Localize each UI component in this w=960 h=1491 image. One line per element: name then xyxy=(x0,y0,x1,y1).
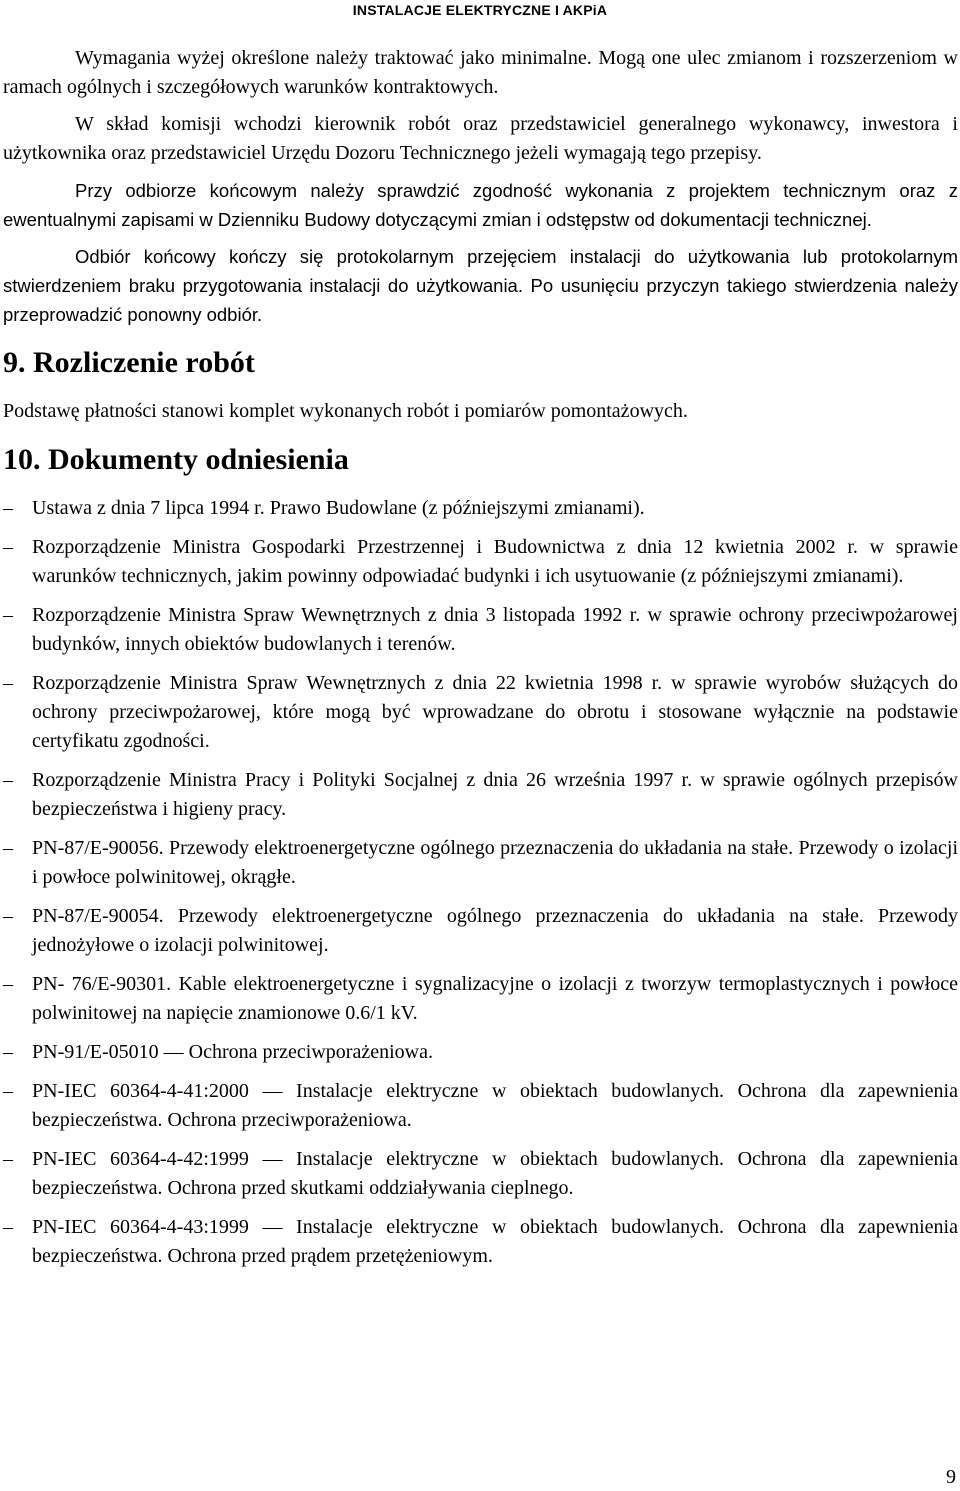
reference-list-item xyxy=(3,970,958,1028)
reference-text: Rozporządzenie Ministra Spraw Wewnętrznych z dnia 3 listopada 1992 r. w sprawie ochrony przeciwpożarowej budynków, innych obiektów budowlanych i terenów. xyxy=(32,604,958,655)
reference-list-item xyxy=(3,669,958,756)
list-dash: – xyxy=(3,973,13,995)
reference-text: PN-IEC 60364-4-42:1999 ― Instalacje elektryczne w obiektach budowlanych. Ochrona dla zapewnienia bezpieczeństwa. Ochrona przed skutkami oddziaływania cieplnego. xyxy=(32,1148,958,1199)
section-9-text: Podstawę płatności stanowi komplet wykonanych robót i pomiarów pomontażowych. xyxy=(3,400,688,422)
reference-list-item xyxy=(3,1038,958,1067)
list-dash: – xyxy=(3,604,13,626)
document-body xyxy=(3,44,958,1281)
paragraph-requirements: Wymagania wyżej określone należy traktować jako minimalne. Mogą one ulec zmianom i rozszerzeniom w ramach ogólnych i szczegółowych warunków kontraktowych. xyxy=(3,47,958,98)
list-dash: – xyxy=(3,1041,13,1063)
list-dash: – xyxy=(3,536,13,558)
section-9-heading: 9. Rozliczenie robót xyxy=(3,346,255,379)
list-dash: – xyxy=(3,1080,13,1102)
paragraph-final-acceptance-check: Przy odbiorze końcowym należy sprawdzić zgodność wykonania z projektem technicznym oraz z ewentualnymi zapisami w Dzienniku Budowy dotyczącymi zmian i odstępstw od dokumentacji technicznej. xyxy=(3,180,958,230)
document-header: INSTALACJE ELEKTRYCZNE I AKPiA xyxy=(352,2,608,18)
reference-list-item xyxy=(3,1145,958,1203)
page-number: 9 xyxy=(946,1466,956,1488)
reference-list-item xyxy=(3,902,958,960)
list-dash: – xyxy=(3,769,13,791)
list-dash: – xyxy=(3,497,13,519)
reference-list-item xyxy=(3,494,958,523)
reference-list xyxy=(3,494,958,1271)
reference-text: PN-IEC 60364-4-41:2000 ― Instalacje elektryczne w obiektach budowlanych. Ochrona dla zapewnienia bezpieczeństwa. Ochrona przeciwporażeniowa. xyxy=(32,1080,958,1131)
paragraph-final-acceptance-result: Odbiór końcowy kończy się protokolarnym przejęciem instalacji do użytkowania lub protokolarnym stwierdzeniem braku przygotowania instalacji do użytkowania. Po usunięciu przyczyn takiego stwierdzenia należy przeprowadzić ponowny odbiór. xyxy=(3,246,958,325)
reference-text: Rozporządzenie Ministra Spraw Wewnętrznych z dnia 22 kwietnia 1998 r. w sprawie wyrobów służących do ochrony przeciwpożarowej, które mogą być wprowadzane do obrotu i stosowane wyłącznie na podstawie certyfikatu zgodności. xyxy=(32,672,958,752)
reference-text: PN- 76/E-90301. Kable elektroenergetyczne i sygnalizacyjne o izolacji z tworzyw termoplastycznych i powłoce polwinitowej na napięcie znamionowe 0.6/1 kV. xyxy=(32,973,958,1024)
reference-list-item xyxy=(3,533,958,591)
reference-list-item xyxy=(3,601,958,659)
reference-text: Rozporządzenie Ministra Gospodarki Przestrzennej i Budownictwa z dnia 12 kwietnia 2002 r. w sprawie warunków technicznych, jakim powinny odpowiadać budynki i ich usytuowanie (z późniejszymi zmianami). xyxy=(32,536,958,587)
reference-list-item xyxy=(3,1213,958,1271)
list-dash: – xyxy=(3,1148,13,1170)
reference-text: PN-IEC 60364-4-43:1999 ― Instalacje elektryczne w obiektach budowlanych. Ochrona dla zapewnienia bezpieczeństwa. Ochrona przed prądem przetężeniowym. xyxy=(32,1216,958,1267)
section-10-heading: 10. Dokumenty odniesienia xyxy=(3,443,349,476)
reference-text: PN-91/E-05010 ― Ochrona przeciwporażeniowa. xyxy=(32,1041,433,1063)
reference-text: Ustawa z dnia 7 lipca 1994 r. Prawo Budowlane (z późniejszymi zmianami). xyxy=(32,497,645,519)
list-dash: – xyxy=(3,672,13,694)
list-dash: – xyxy=(3,905,13,927)
reference-list-item xyxy=(3,766,958,824)
reference-list-item xyxy=(3,1077,958,1135)
reference-list-item xyxy=(3,834,958,892)
paragraph-commission: W skład komisji wchodzi kierownik robót oraz przedstawiciel generalnego wykonawcy, inwestora i użytkownika oraz przedstawiciel Urzędu Dozoru Technicznego jeżeli wymagają tego przepisy. xyxy=(3,113,958,164)
list-dash: – xyxy=(3,837,13,859)
reference-text: Rozporządzenie Ministra Pracy i Polityki Socjalnej z dnia 26 września 1997 r. w sprawie ogólnych przepisów bezpieczeństwa i higieny pracy. xyxy=(32,769,958,820)
list-dash: – xyxy=(3,1216,13,1238)
reference-text: PN-87/E-90056. Przewody elektroenergetyczne ogólnego przeznaczenia do układania na stałe. Przewody o izolacji i powłoce polwinitowej, okrągłe. xyxy=(32,837,958,888)
reference-text: PN-87/E-90054. Przewody elektroenergetyczne ogólnego przeznaczenia do układania na stałe. Przewody jednożyłowe o izolacji polwinitowej. xyxy=(32,905,958,956)
